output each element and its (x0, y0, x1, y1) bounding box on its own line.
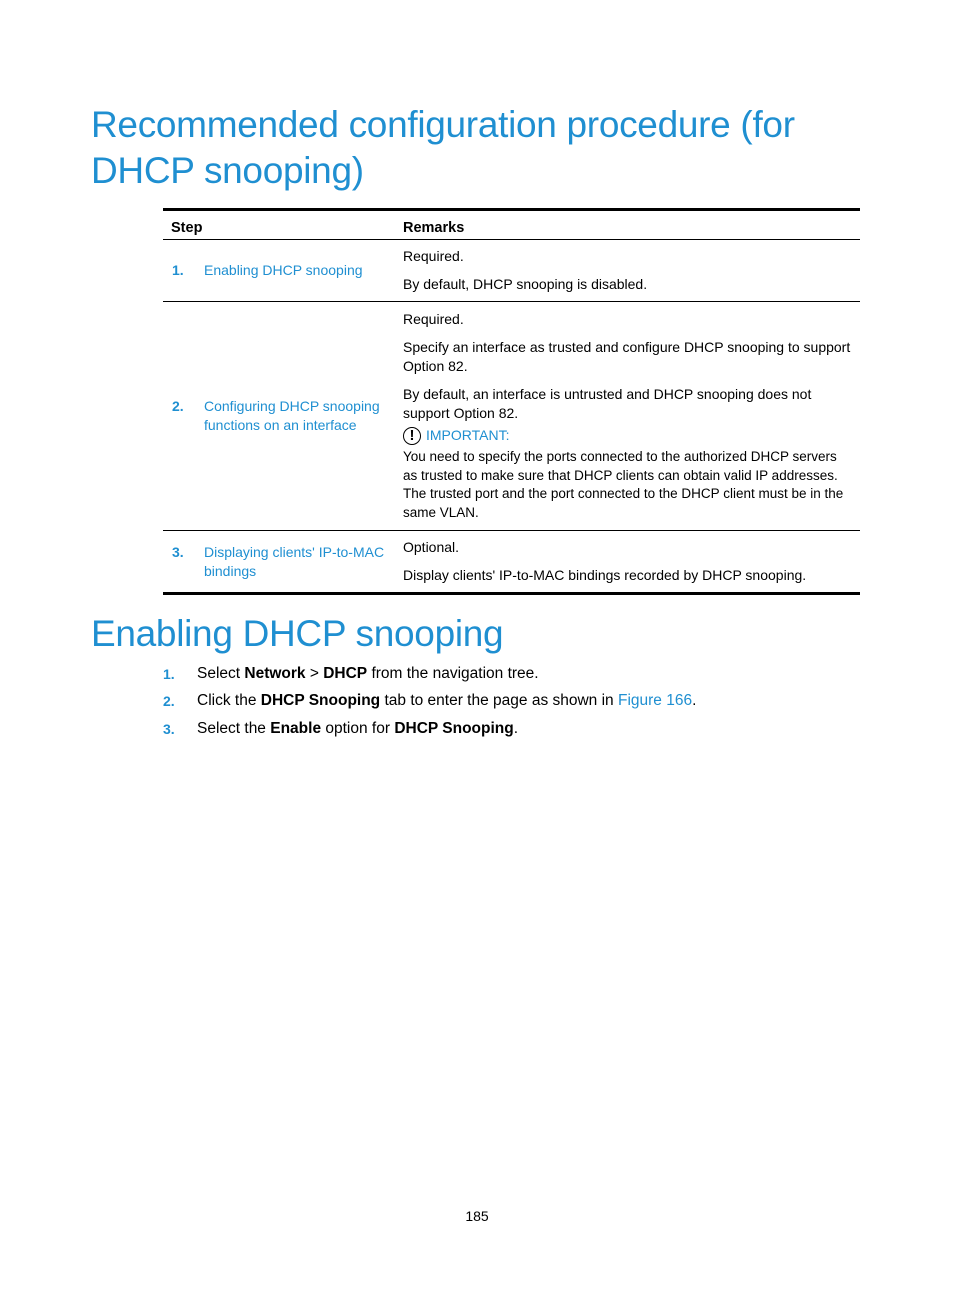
step-number: 1. (163, 665, 175, 682)
link-figure-166[interactable]: Figure 166 (617, 692, 693, 710)
remarks-cell (395, 302, 860, 531)
list-item (163, 715, 696, 743)
link-enabling-dhcp-snooping[interactable]: Enabling DHCP snooping (204, 262, 363, 278)
step-cell (163, 240, 395, 302)
remarks-cell (395, 531, 860, 594)
step-number: 2. (163, 693, 175, 710)
column-header-remarks: Remarks (395, 210, 860, 240)
remark-text: Specify an interface as trusted and configure DHCP snooping to support Option 82. (403, 339, 851, 374)
step-number: 3. (172, 543, 184, 560)
step-number: 2. (172, 398, 184, 414)
list-item (163, 688, 696, 716)
remark-text: By default, an interface is untrusted and DHCP snooping does not support Option 82. (403, 386, 812, 421)
link-configuring-dhcp-snooping-interface[interactable]: Configuring DHCP snooping functions on an interface (204, 398, 380, 433)
step-text: Click the DHCP Snooping tab to enter the page as shown in Figure 166. (197, 692, 697, 710)
table-row (163, 531, 860, 594)
column-header-step: Step (163, 210, 395, 240)
remark-text: Optional. (403, 539, 460, 555)
section-title-enabling-dhcp-snooping: Enabling DHCP snooping (91, 613, 504, 654)
important-notice (403, 426, 852, 445)
remark-text: Required. (403, 248, 464, 264)
step-cell (163, 531, 395, 594)
exclamation-circle-icon: ! (403, 427, 421, 445)
table-header-row (163, 210, 860, 240)
remark-text: Display clients' IP-to-MAC bindings recorded by DHCP snooping. (403, 567, 807, 583)
remark-text: Required. (403, 311, 464, 327)
remarks-cell (395, 240, 860, 302)
section-title-recommended-procedure: Recommended configuration procedure (for DHCP snooping) (91, 104, 795, 191)
step-number: 3. (163, 720, 175, 737)
table-row (163, 240, 860, 302)
important-text: You need to specify the ports connected to the authorized DHCP servers as trusted to make sure that DHCP clients can obtain valid IP addresses. The trusted port and the port connected to the DHCP client must be in the same VLAN. (403, 449, 844, 520)
step-text: Select Network > DHCP from the navigation tree. (197, 664, 539, 682)
procedure-table (163, 208, 860, 595)
remark-text: By default, DHCP snooping is disabled. (403, 276, 648, 292)
step-number: 1. (172, 262, 184, 278)
table-row (163, 302, 860, 531)
step-text: Select the Enable option for DHCP Snooping. (197, 719, 519, 737)
procedure-steps-list (163, 660, 696, 743)
step-cell (163, 302, 395, 531)
link-displaying-ip-to-mac-bindings[interactable]: Displaying clients' IP-to-MAC bindings (204, 543, 385, 579)
page-number: 185 (465, 1208, 489, 1224)
important-label: IMPORTANT: (426, 427, 510, 443)
list-item (163, 660, 696, 688)
